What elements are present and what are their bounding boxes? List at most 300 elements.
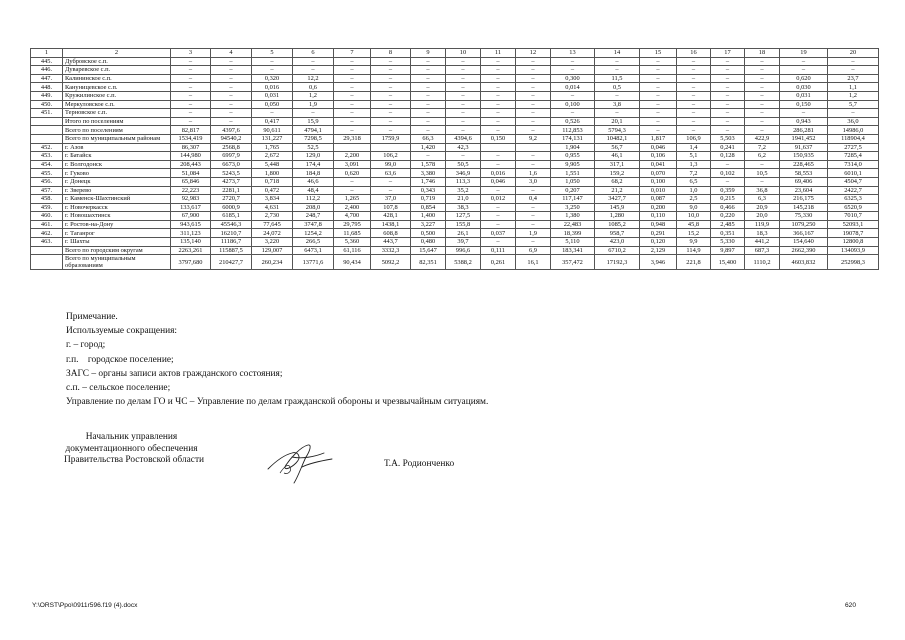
table-cell: 5 — [252, 49, 293, 58]
table-cell: 0,718 — [252, 177, 293, 186]
table-cell: – — [211, 66, 252, 75]
table-cell: 18,399 — [551, 229, 595, 238]
table-cell: – — [371, 91, 411, 100]
table-cell: 159,2 — [595, 169, 640, 178]
table-cell: – — [481, 74, 516, 83]
table-cell: 9 — [411, 49, 446, 58]
table-cell: 228,465 — [780, 160, 828, 169]
table-cell: Кружилинское с.п. — [63, 91, 171, 100]
table-cell: 448. — [31, 83, 63, 92]
table-cell: 210427,7 — [211, 255, 252, 270]
table-cell: – — [711, 117, 745, 126]
table-cell: – — [371, 109, 411, 118]
table-cell: – — [411, 57, 446, 66]
table-cell: 19 — [780, 49, 828, 58]
table-cell: – — [293, 66, 334, 75]
table-cell: 453. — [31, 152, 63, 161]
table-cell: – — [171, 66, 211, 75]
table-cell: 4504,7 — [828, 177, 879, 186]
table-row — [31, 126, 879, 135]
table-cell: – — [371, 100, 411, 109]
table-cell: 184,8 — [293, 169, 334, 178]
table-cell: 10 — [446, 49, 481, 58]
table-cell: 36,8 — [745, 186, 780, 195]
table-cell: 3,091 — [334, 160, 371, 169]
table-cell — [334, 143, 371, 152]
table-cell — [31, 246, 63, 255]
table-cell: 7 — [334, 49, 371, 58]
table-row — [31, 83, 879, 92]
table-cell: г. Шахты — [63, 238, 171, 247]
table-cell: 252998,3 — [828, 255, 879, 270]
table-cell: – — [516, 203, 551, 212]
table-cell: 3797,680 — [171, 255, 211, 270]
table-cell: 11 — [481, 49, 516, 58]
table-cell: – — [516, 109, 551, 118]
table-cell: 0,037 — [481, 229, 516, 238]
table-cell: – — [745, 177, 780, 186]
table-cell: – — [481, 83, 516, 92]
table-cell: 20 — [828, 49, 879, 58]
table-cell: 86,307 — [171, 143, 211, 152]
table-cell: 5092,2 — [371, 255, 411, 270]
table-cell: 2422,7 — [828, 186, 879, 195]
table-cell: Дубровское с.п. — [63, 57, 171, 66]
table-cell: – — [334, 100, 371, 109]
table-cell: 6,5 — [677, 177, 711, 186]
table-cell: 3427,7 — [595, 195, 640, 204]
table-cell: 7,2 — [677, 169, 711, 178]
table-cell: – — [481, 212, 516, 221]
table-cell: – — [745, 66, 780, 75]
table-cell: 2727,5 — [828, 143, 879, 152]
table-cell: 118904,4 — [828, 134, 879, 143]
table-cell: – — [516, 83, 551, 92]
table-cell: – — [446, 126, 481, 135]
table-cell: – — [481, 126, 516, 135]
table-cell: Всего по городским округам — [63, 246, 171, 255]
table-cell: 2,730 — [252, 212, 293, 221]
table-cell: 2,129 — [640, 246, 677, 255]
table-cell: 20,0 — [745, 212, 780, 221]
table-cell: 1,765 — [252, 143, 293, 152]
table-row — [31, 100, 879, 109]
table-cell: 90,611 — [252, 126, 293, 135]
table-cell: 366,167 — [780, 229, 828, 238]
table-cell: 183,341 — [551, 246, 595, 255]
table-cell: – — [481, 186, 516, 195]
table-cell: 11,685 — [334, 229, 371, 238]
table-header-row — [31, 49, 879, 58]
table-cell: – — [595, 91, 640, 100]
table-cell: 608,8 — [371, 229, 411, 238]
table-cell: 129,0 — [293, 152, 334, 161]
table-cell: 0,016 — [252, 83, 293, 92]
table-cell: – — [516, 74, 551, 83]
table-cell: 3,834 — [252, 195, 293, 204]
table-cell: 35,2 — [446, 186, 481, 195]
table-cell: – — [371, 117, 411, 126]
table-cell: 39,7 — [446, 238, 481, 247]
table-row — [31, 195, 879, 204]
table-cell: 3,227 — [411, 220, 446, 229]
table-cell: 4273,7 — [211, 177, 252, 186]
note-line: ЗАГС – органы записи актов гражданского состояния; — [66, 368, 283, 379]
table-cell: – — [446, 83, 481, 92]
table-cell: 286,281 — [780, 126, 828, 135]
table-cell: 24,072 — [252, 229, 293, 238]
table-cell: – — [211, 91, 252, 100]
table-cell: 6997,9 — [211, 152, 252, 161]
table-cell: 7314,0 — [828, 160, 879, 169]
table-cell: – — [595, 66, 640, 75]
table-cell: – — [446, 91, 481, 100]
table-cell: 0,943 — [780, 117, 828, 126]
table-cell: – — [293, 57, 334, 66]
table-cell: 1,746 — [411, 177, 446, 186]
table-cell — [481, 143, 516, 152]
table-cell: 1,400 — [411, 212, 446, 221]
table-cell: г. Ростов-на-Дону — [63, 220, 171, 229]
table-cell: 446. — [31, 66, 63, 75]
table-cell: – — [252, 109, 293, 118]
table-cell: 2,485 — [711, 220, 745, 229]
table-cell: – — [551, 91, 595, 100]
table-cell: 1,4 — [677, 143, 711, 152]
table-cell: 4603,832 — [780, 255, 828, 270]
table-cell: 20,9 — [745, 203, 780, 212]
table-cell: – — [481, 109, 516, 118]
table-cell: 450. — [31, 100, 63, 109]
table-cell: – — [640, 66, 677, 75]
table-cell: – — [334, 66, 371, 75]
table-cell: 45546,3 — [211, 220, 252, 229]
table-cell: – — [481, 160, 516, 169]
table-cell: 11,5 — [595, 74, 640, 83]
table-cell: – — [828, 66, 879, 75]
table-row — [31, 169, 879, 178]
table-cell: – — [516, 117, 551, 126]
table-cell: – — [481, 203, 516, 212]
table-cell: 94540,2 — [211, 134, 252, 143]
table-cell: 6010,1 — [828, 169, 879, 178]
table-cell: 3,946 — [640, 255, 677, 270]
table-cell: – — [411, 91, 446, 100]
table-cell: Всего по муниципальным районам — [63, 134, 171, 143]
table-cell: – — [411, 117, 446, 126]
table-cell: 15 — [640, 49, 677, 58]
table-cell: Терновское с.п. — [63, 109, 171, 118]
table-cell: г. Гуково — [63, 169, 171, 178]
table-cell: – — [211, 83, 252, 92]
table-cell: 687,3 — [745, 246, 780, 255]
table-cell: 3 — [171, 49, 211, 58]
table-cell: 23,7 — [828, 74, 879, 83]
table-cell: 0,320 — [252, 74, 293, 83]
table-cell: 6473,1 — [293, 246, 334, 255]
table-cell: 0,010 — [640, 186, 677, 195]
table-cell: 150,935 — [780, 152, 828, 161]
table-cell: 0,102 — [711, 169, 745, 178]
table-cell: 21,0 — [446, 195, 481, 204]
table-cell: 221,8 — [677, 255, 711, 270]
table-cell: – — [745, 117, 780, 126]
table-cell: 20,1 — [595, 117, 640, 126]
table-cell: 443,7 — [371, 238, 411, 247]
table-row — [31, 246, 879, 255]
page-number: 620 — [844, 602, 856, 609]
table-cell: – — [516, 66, 551, 75]
table-cell: 457. — [31, 186, 63, 195]
table-cell: 0,343 — [411, 186, 446, 195]
table-cell: – — [211, 117, 252, 126]
table-cell: 51,084 — [171, 169, 211, 178]
table-cell: 4397,6 — [211, 126, 252, 135]
table-cell: 449. — [31, 91, 63, 100]
table-cell: 145,9 — [595, 203, 640, 212]
table-cell: – — [481, 91, 516, 100]
table-cell: – — [411, 74, 446, 83]
table-cell: 6710,2 — [595, 246, 640, 255]
table-row — [31, 57, 879, 66]
signer-line: Начальник управления — [85, 432, 178, 442]
table-cell: 5,503 — [711, 134, 745, 143]
table-cell: Меркуловское с.п. — [63, 100, 171, 109]
table-row — [31, 212, 879, 221]
table-cell: 10,0 — [677, 212, 711, 221]
table-cell: – — [371, 177, 411, 186]
table-row — [31, 238, 879, 247]
table-cell: 92,983 — [171, 195, 211, 204]
table-cell: 9,2 — [516, 134, 551, 143]
table-row — [31, 91, 879, 100]
table-cell: – — [516, 160, 551, 169]
table-cell: 117,147 — [551, 195, 595, 204]
table-cell: 0,070 — [640, 169, 677, 178]
table-row — [31, 66, 879, 75]
table-cell: 8 — [371, 49, 411, 58]
table-cell: – — [334, 91, 371, 100]
table-cell: – — [711, 91, 745, 100]
table-cell: 13 — [551, 49, 595, 58]
table-cell: г. Волгодонск — [63, 160, 171, 169]
table-cell: 0,854 — [411, 203, 446, 212]
table-cell: – — [516, 126, 551, 135]
table-body — [31, 49, 879, 270]
table-cell: – — [446, 152, 481, 161]
table-cell: 174,4 — [293, 160, 334, 169]
table-cell: 2,400 — [334, 203, 371, 212]
table-cell: – — [334, 74, 371, 83]
table-cell: – — [411, 152, 446, 161]
table-cell: – — [745, 57, 780, 66]
table-cell — [371, 143, 411, 152]
table-cell: 2568,8 — [211, 143, 252, 152]
table-row — [31, 74, 879, 83]
table-cell: 1 — [31, 49, 63, 58]
table-cell: 1,050 — [551, 177, 595, 186]
table-cell: 454. — [31, 160, 63, 169]
table-cell: – — [677, 66, 711, 75]
table-cell: – — [481, 117, 516, 126]
table-cell: 106,2 — [371, 152, 411, 161]
table-cell: 0,087 — [640, 195, 677, 204]
table-cell: 18,3 — [745, 229, 780, 238]
table-cell: Итого по поселениям — [63, 117, 171, 126]
table-row — [31, 203, 879, 212]
table-cell: 52093,1 — [828, 220, 879, 229]
table-cell: 461. — [31, 220, 63, 229]
table-cell: 12800,8 — [828, 238, 879, 247]
table-cell: – — [516, 238, 551, 247]
table-cell: 13771,6 — [293, 255, 334, 270]
table-cell: 0,046 — [481, 177, 516, 186]
note-line: г. – город; — [66, 340, 106, 351]
table-cell: – — [745, 109, 780, 118]
table-cell: 346,9 — [446, 169, 481, 178]
table-cell: – — [745, 74, 780, 83]
table-row — [31, 186, 879, 195]
table-cell: 0,046 — [640, 143, 677, 152]
table-cell: 112,2 — [293, 195, 334, 204]
table-cell: 58,553 — [780, 169, 828, 178]
table-cell: – — [334, 186, 371, 195]
table-cell: 17 — [711, 49, 745, 58]
table-cell: 0,417 — [252, 117, 293, 126]
table-cell: 0,207 — [551, 186, 595, 195]
table-cell: 16,1 — [516, 255, 551, 270]
table-cell: 0,012 — [481, 195, 516, 204]
table-cell: Кануницевское с.п. — [63, 83, 171, 92]
table-cell: – — [334, 109, 371, 118]
table-cell: 0,948 — [640, 220, 677, 229]
table-cell: 0,4 — [516, 195, 551, 204]
table-cell: 7,2 — [745, 143, 780, 152]
table-cell: 1079,250 — [780, 220, 828, 229]
table-cell: 46,6 — [293, 177, 334, 186]
table-cell: 357,472 — [551, 255, 595, 270]
table-cell: 0,050 — [252, 100, 293, 109]
table-cell: 82,351 — [411, 255, 446, 270]
table-cell: 0,120 — [640, 238, 677, 247]
table-cell: – — [371, 66, 411, 75]
table-cell: 4,631 — [252, 203, 293, 212]
table-row — [31, 160, 879, 169]
table-cell: 91,637 — [780, 143, 828, 152]
table-cell: 0,128 — [711, 152, 745, 161]
table-cell: 48,4 — [293, 186, 334, 195]
table-cell: 3332,3 — [371, 246, 411, 255]
table-cell: г. Каменск-Шахтинский — [63, 195, 171, 204]
table-cell: – — [334, 83, 371, 92]
table-cell: – — [252, 57, 293, 66]
table-cell: 9,897 — [711, 246, 745, 255]
table-cell: – — [411, 126, 446, 135]
table-cell: 1,817 — [640, 134, 677, 143]
table-cell: 174,131 — [551, 134, 595, 143]
table-cell: – — [516, 91, 551, 100]
table-cell: 1,0 — [677, 186, 711, 195]
table-cell: 6185,1 — [211, 212, 252, 221]
table-cell: 958,7 — [595, 229, 640, 238]
table-cell: 10482,1 — [595, 134, 640, 143]
note-line: Используемые сокращения: — [66, 326, 178, 337]
table-cell: 5,360 — [334, 238, 371, 247]
table-cell: 943,615 — [171, 220, 211, 229]
table-cell: – — [334, 57, 371, 66]
table-cell: – — [252, 66, 293, 75]
table-cell: 106,9 — [677, 134, 711, 143]
table-cell: – — [828, 57, 879, 66]
table-cell: 56,7 — [595, 143, 640, 152]
table-cell: 6,2 — [745, 152, 780, 161]
table-cell: – — [334, 126, 371, 135]
table-cell: 154,640 — [780, 238, 828, 247]
table-row — [31, 117, 879, 126]
table-cell: 112,853 — [551, 126, 595, 135]
table-cell: 6,9 — [516, 246, 551, 255]
table-cell: 1110,2 — [745, 255, 780, 270]
table-cell: 452. — [31, 143, 63, 152]
table-cell: 1,420 — [411, 143, 446, 152]
table-cell: – — [446, 66, 481, 75]
table-cell: 0,031 — [780, 91, 828, 100]
table-cell: – — [481, 220, 516, 229]
table-cell: 77,645 — [252, 220, 293, 229]
table-cell: 5,448 — [252, 160, 293, 169]
table-cell: 9,0 — [677, 203, 711, 212]
signature-image — [262, 437, 338, 487]
table-cell: – — [446, 57, 481, 66]
table-cell: 3,0 — [516, 177, 551, 186]
table-cell: 127,5 — [446, 212, 481, 221]
table-cell: 1254,2 — [293, 229, 334, 238]
table-cell: 3,250 — [551, 203, 595, 212]
table-cell: 82,817 — [171, 126, 211, 135]
table-cell: 38,3 — [446, 203, 481, 212]
table-cell: 266,5 — [293, 238, 334, 247]
table-cell: 52,5 — [293, 143, 334, 152]
table-cell: – — [640, 126, 677, 135]
table-cell: 0,150 — [481, 134, 516, 143]
table-cell: 422,9 — [745, 134, 780, 143]
table-cell: – — [711, 83, 745, 92]
table-cell: 19078,7 — [828, 229, 879, 238]
table-cell: – — [711, 74, 745, 83]
table-cell: 5,110 — [551, 238, 595, 247]
table-cell: 135,140 — [171, 238, 211, 247]
table-cell: – — [828, 109, 879, 118]
table-cell: 15,9 — [293, 117, 334, 126]
table-cell: – — [640, 91, 677, 100]
table-cell: 0,200 — [640, 203, 677, 212]
table-cell: 1941,452 — [780, 134, 828, 143]
table-cell: 26,1 — [446, 229, 481, 238]
table-cell: 18 — [745, 49, 780, 58]
data-table — [30, 48, 879, 270]
table-cell: – — [293, 109, 334, 118]
table-cell: 99,0 — [371, 160, 411, 169]
table-cell: 10,5 — [745, 169, 780, 178]
table-cell: – — [745, 83, 780, 92]
table-cell: г. Новочеркасск — [63, 203, 171, 212]
table-cell: 248,7 — [293, 212, 334, 221]
table-cell: 447. — [31, 74, 63, 83]
table-cell: – — [371, 126, 411, 135]
table-cell: 107,8 — [371, 203, 411, 212]
table-cell: 423,0 — [595, 238, 640, 247]
table-cell: 428,1 — [371, 212, 411, 221]
